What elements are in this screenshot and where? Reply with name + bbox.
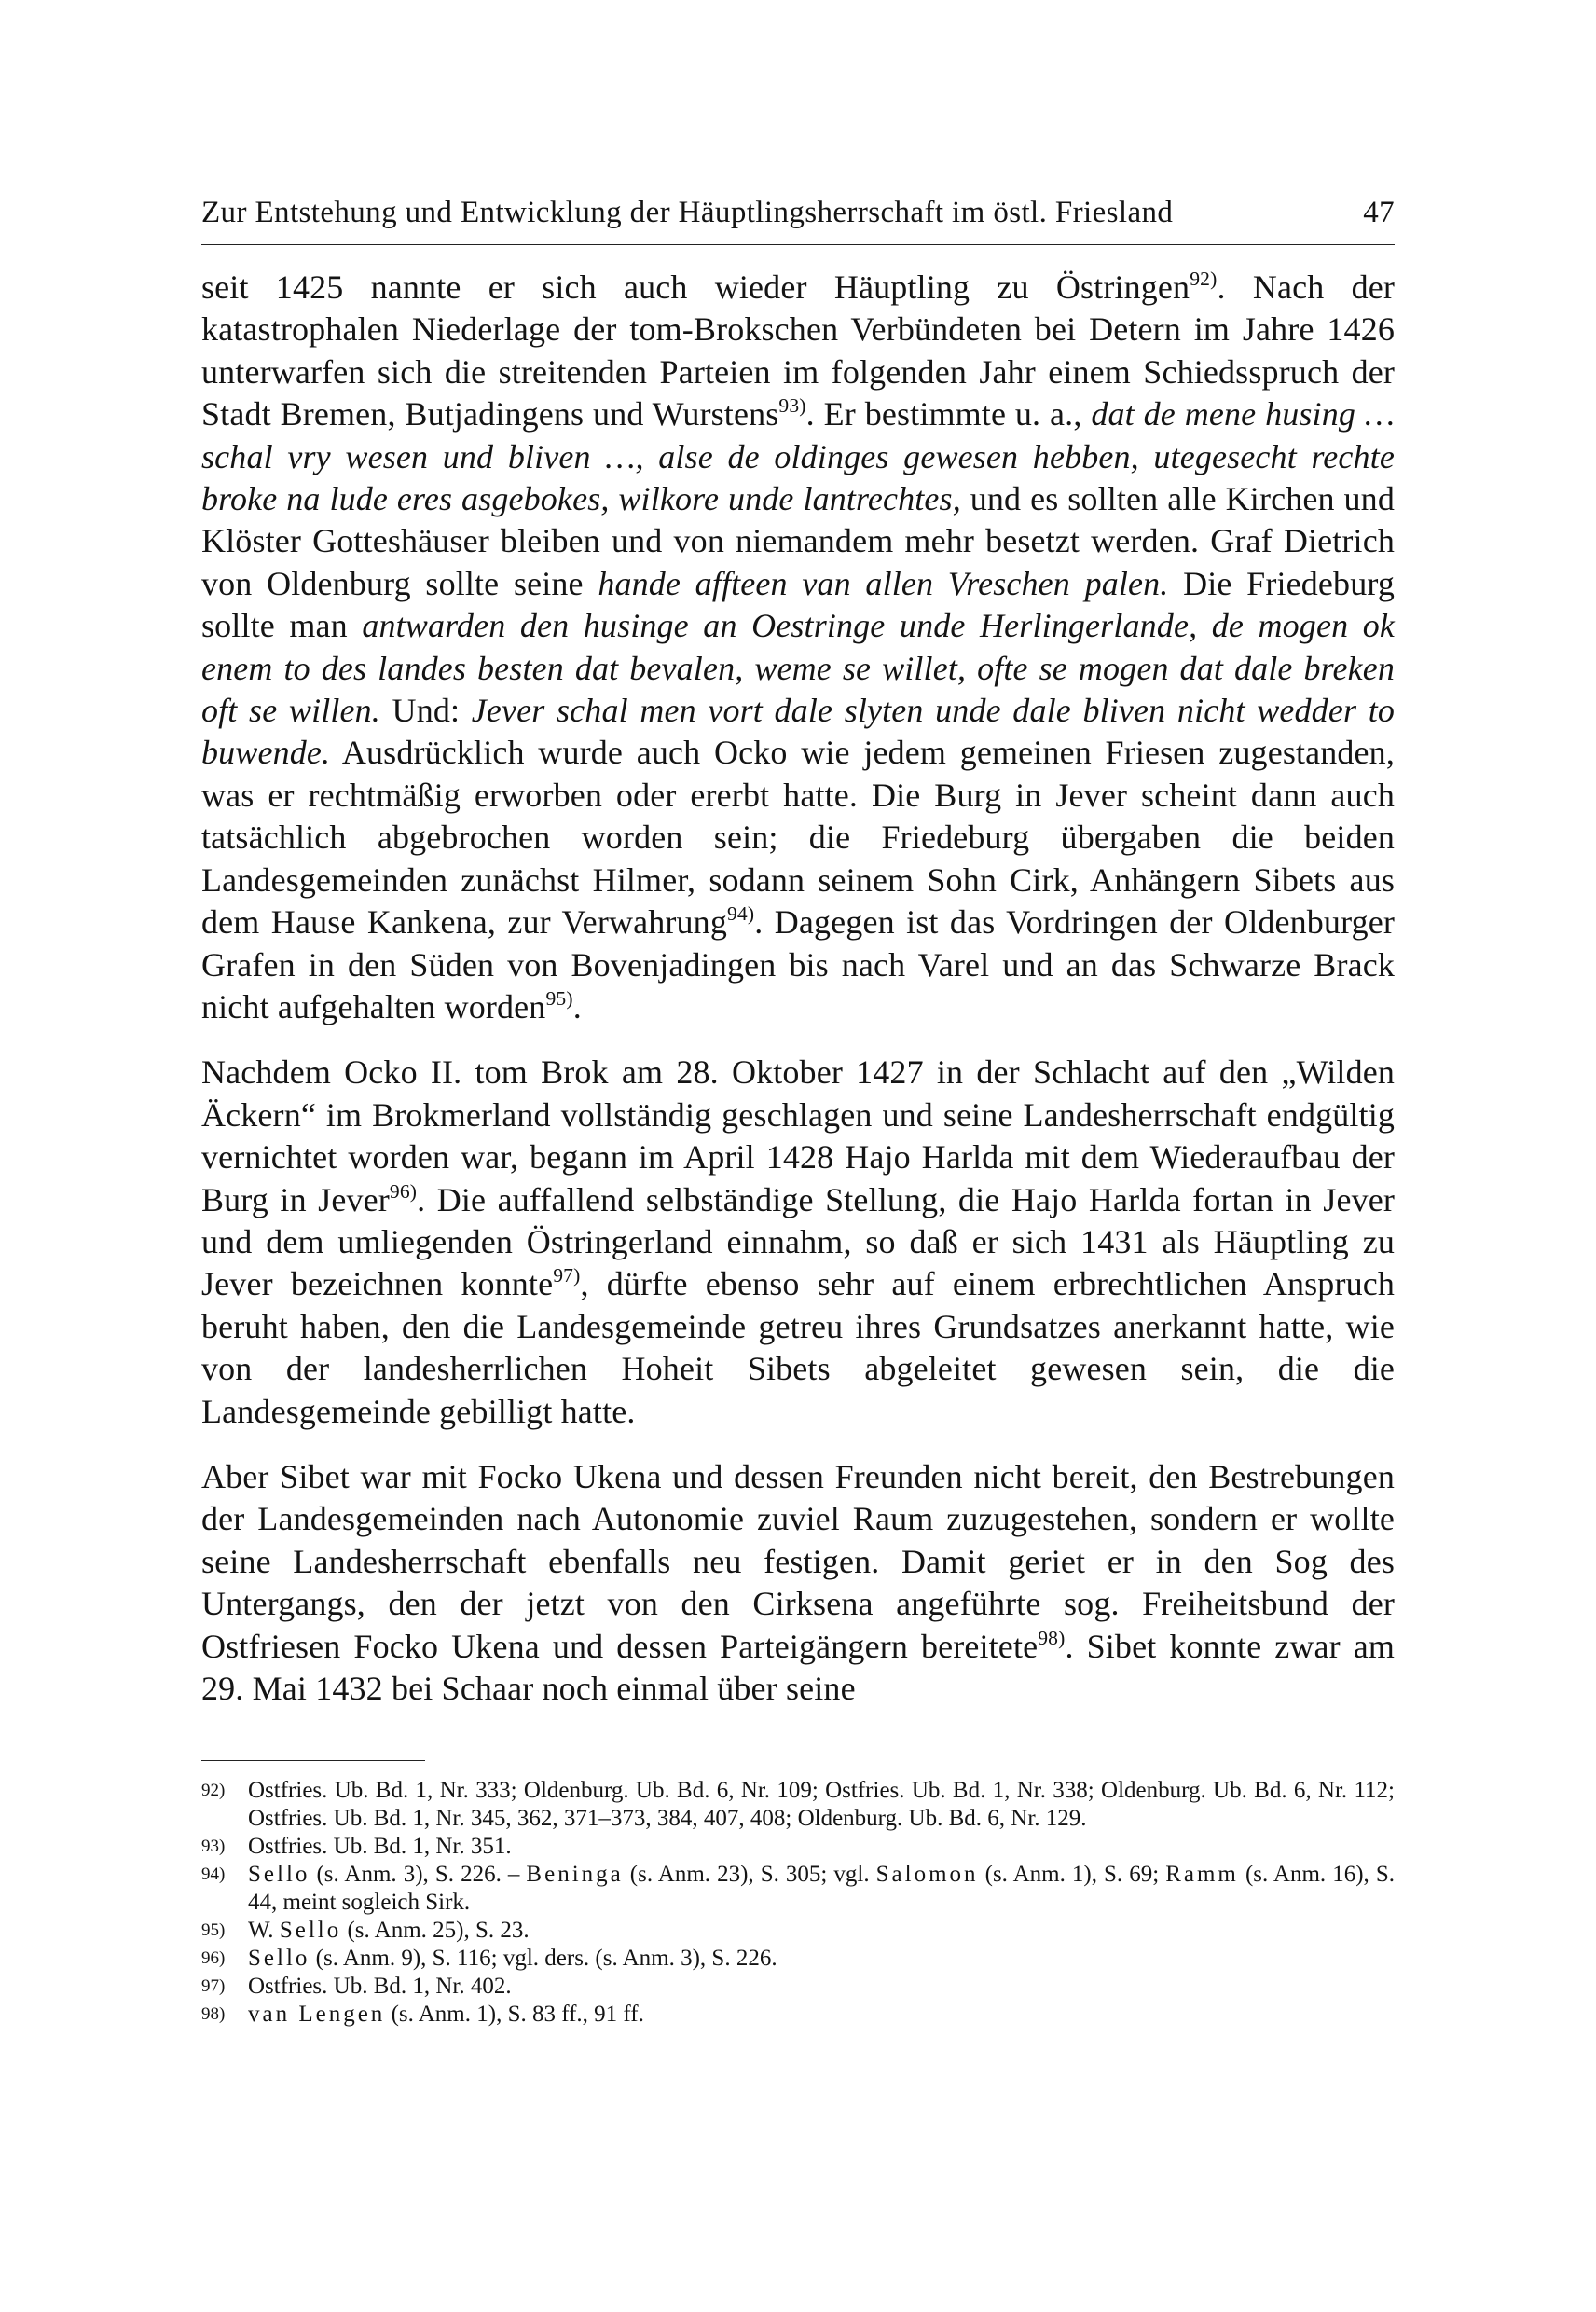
footnote-text: (s. Anm. 9), S. 116; vgl. ders. (s. Anm. 3), S. 226.: [310, 1946, 777, 1971]
paragraph: [201, 1052, 1395, 1433]
text-run: . Dagegen ist das Vordringen der Oldenburger Grafen in den Süden von Bovenjadingen bis nach Varel und an das Schwarze Brack nicht aufgehalten worden: [201, 903, 1395, 1025]
text-run: seit 1425 nannte er sich auch wieder Häuptling zu Östringen: [201, 268, 1190, 306]
footnote-ref: 97): [553, 1264, 581, 1287]
footnote-ref: 92): [1190, 267, 1218, 290]
text-run: , dürfte ebenso sehr auf einem erbrechtlichen Anspruch beruht haben, den die Landesgemeinde getreu ihres Grundsatzes anerkannt hatte, wie von der landesherrlichen Hoheit Sibets abgeleitet gewesen sein, die die Landesgemeinde gebilligt hatte.: [201, 1265, 1396, 1430]
footnote-ref: 95): [545, 986, 573, 1010]
text-run: Ausdrücklich wurde auch Ocko wie jedem gemeinen Friesen zugestanden, was er rechtmäßig erworben oder ererbt hatte. Die Burg in Jever scheint dann auch tatsächlich abgebrochen worden sein; die Friedeburg übergaben die beiden Landesgemeinden zunächst Hilmer, sodann seinem Sohn Cirk, Anhängern Sibets aus dem Hause Kankena, zur Verwahrung: [201, 734, 1395, 942]
main-text: [201, 267, 1395, 1733]
footnote-text: (s. Anm. 25), S. 23.: [341, 1918, 530, 1943]
footnote-text: Ostfries. Ub. Bd. 1, Nr. 333; Oldenburg. Ub. Bd. 6, Nr. 109; Ostfries. Ub. Bd. 1, Nr. 338; Oldenburg. Ub. Bd. 6, Nr. 112; Ostfries. Ub. Bd. 1, Nr. 345, 362, 371–373, 384, 407, 408; Oldenburg. Ub. Bd. 6, Nr. 129.: [248, 1778, 1395, 1831]
text-run: und es sollten alle Kirchen und Klöster Gotteshäuser bleiben und von niemandem mehr besetzt werden. Graf Dietrich von Oldenburg sollte seine: [201, 480, 1395, 602]
text-run: Die Friedeburg sollte man: [201, 564, 1395, 645]
author-name: Sello: [248, 1862, 310, 1887]
footnote-number: 93): [201, 1837, 226, 1856]
footnote-95: [201, 1917, 1395, 1945]
quotation: dat de mene husing … schal vry wesen und bliven …, alse de oldinges gewesen hebben, utegesecht rechte broke na lude eres asgebokes, wilkore unde lantrechtes,: [201, 395, 1395, 518]
paragraph: [201, 267, 1395, 1028]
footnote-number: 98): [201, 2004, 226, 2024]
footnote-ref: 96): [389, 1179, 418, 1203]
paragraph: [201, 1456, 1395, 1710]
footnote-number: 92): [201, 1781, 226, 1800]
quotation: Jever schal men vort dale slyten unde dale bliven nicht wedder to buwende.: [201, 692, 1396, 772]
footnote-ref: 94): [726, 902, 755, 926]
text-run: Aber Sibet war mit Focko Ukena und dessen Freunden nicht bereit, den Bestrebungen der Landesgemeinden nach Autonomie zuviel Raum zuzugestehen, sondern er wollte seine Landesherrschaft ebenfalls neu festigen. Damit geriet er in den Sog des Untergangs, den der jetzt von den Cirksena angeführte sog. Freiheitsbund der Ostfriesen Focko Ukena und dessen Parteigängern bereitete: [201, 1457, 1395, 1665]
footnotes: [201, 1777, 1395, 2029]
quotation: hande affteen van allen Vreschen palen.: [598, 564, 1169, 602]
footnote-98: [201, 2001, 1395, 2029]
header-rule: [201, 244, 1395, 245]
footnote-text: Ostfries. Ub. Bd. 1, Nr. 402.: [248, 1974, 512, 1999]
page-number: 47: [1363, 196, 1395, 229]
footnote-text: (s. Anm. 1), S. 69;: [978, 1862, 1166, 1887]
footnote-96: [201, 1945, 1395, 1973]
footnote-text: (s. Anm. 16), S. 44, meint sogleich Sirk.: [248, 1862, 1395, 1915]
footnote-text: (s. Anm. 23), S. 305; vgl.: [623, 1862, 876, 1887]
footnote-rule: [201, 1760, 425, 1761]
footnote-number: 94): [201, 1865, 226, 1884]
running-head: [201, 190, 1395, 235]
footnote-93: [201, 1833, 1395, 1861]
author-name: van Lengen: [248, 2002, 386, 2027]
text-run: . Sibet konnte zwar am 29. Mai 1432 bei Schaar noch einmal über seine: [201, 1627, 1395, 1707]
author-name: Sello: [248, 1946, 310, 1971]
author-name: Sello: [279, 1918, 342, 1943]
text-run: . Er bestimmte u. a.,: [805, 395, 1092, 434]
author-name: Salomon: [875, 1862, 979, 1887]
quotation: antwarden den husinge an Oestringe unde Herlingerlande, de mogen ok enem to des landes besten dat bevalen, weme se willet, ofte se mogen dat dale breken oft se willen.: [201, 607, 1395, 730]
footnote-number: 97): [201, 1976, 226, 1996]
author-name: Beninga: [526, 1862, 624, 1887]
text-run: . Nach der katastrophalen Niederlage der tom-Brokschen Verbündeten bei Detern im Jahre 1426 unterwarfen sich die streitenden Parteien im folgenden Jahr einem Schiedsspruch der Stadt Bremen, Butjadingens und Wurstens: [201, 268, 1396, 434]
text-run: Nachdem Ocko II. tom Brok am 28. Oktober 1427 in der Schlacht auf den „Wilden Äckern“ im Brokmerland vollständig geschlagen und seine Landesherrschaft endgültig vernichtet worden war, begann im April 1428 Hajo Harlda mit dem Wiederaufbau der Burg in Jever: [201, 1053, 1395, 1218]
running-head-title: Zur Entstehung und Entwicklung der Häuptlingsherrschaft im östl. Friesland: [201, 196, 1174, 229]
footnote-92: [201, 1777, 1395, 1833]
text-run: Und:: [379, 692, 472, 730]
footnote-text: Ostfries. Ub. Bd. 1, Nr. 351.: [248, 1834, 512, 1859]
footnote-94: [201, 1861, 1395, 1917]
footnote-text: W.: [248, 1918, 280, 1943]
footnote-ref: 93): [778, 394, 806, 418]
text-run: . Die auffallend selbständige Stellung, die Hajo Harlda fortan in Jever und dem umliegenden Östringerland einnahm, so daß er sich 1431 als Häuptling zu Jever bezeichnen konnte: [201, 1180, 1395, 1303]
author-name: Ramm: [1165, 1862, 1239, 1887]
footnote-ref: 98): [1038, 1626, 1066, 1649]
footnote-number: 95): [201, 1920, 226, 1940]
text-run: .: [572, 987, 582, 1025]
footnote-text: (s. Anm. 1), S. 83 ff., 91 ff.: [385, 2002, 644, 2027]
footnote-number: 96): [201, 1948, 226, 1968]
footnote-text: (s. Anm. 3), S. 226. –: [310, 1862, 527, 1887]
footnote-97: [201, 1973, 1395, 2001]
